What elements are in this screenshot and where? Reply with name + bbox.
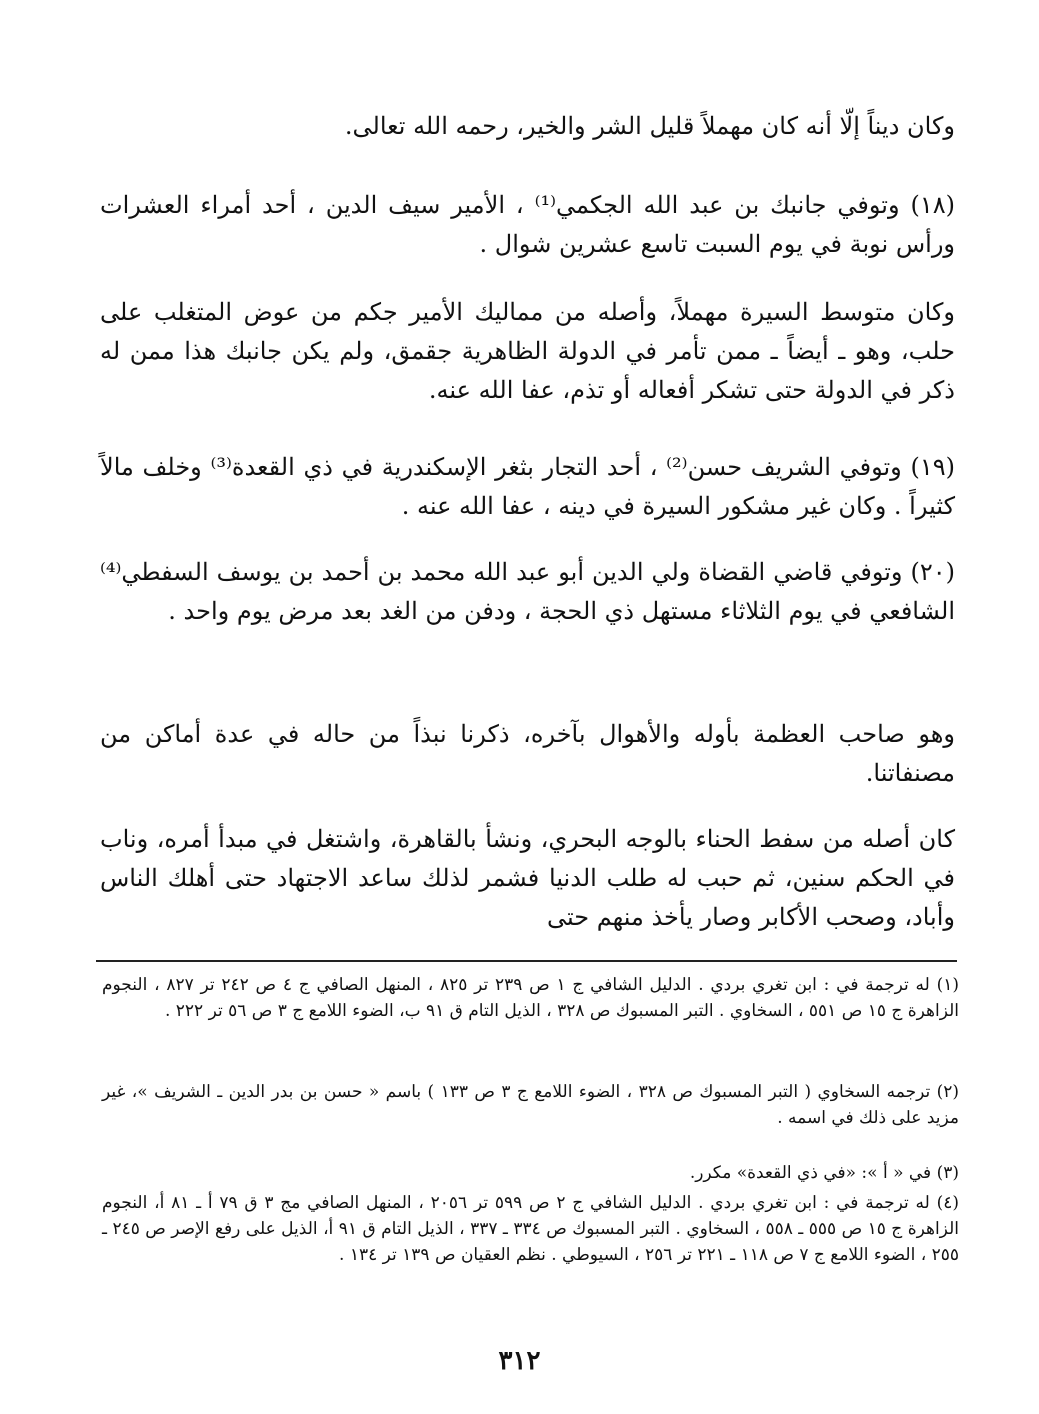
- body-paragraph-5: (٢٠) وتوفي قاضي القضاة ولي الدين أبو عبد الله محمد بن أحمد بن يوسف السفطي⁽⁴⁾ الشافعي في يوم الثلاثاء مستهل ذي الحجة ، ودفن من الغد بعد مرض يوم واحد .: [100, 558, 955, 625]
- body-paragraph-3: وكان متوسط السيرة مهملاً، وأصله من مماليك الأمير جكم من عوض المتغلب على حلب، وهو ـ أيضاً ـ ممن تأمر في الدولة الظاهرية جقمق، ولم يكن جانبك هذا ممن له ذكر في الدولة حتى تشكر أفعاله أو تذم، عفا الله عنه.: [100, 298, 955, 404]
- body-paragraph-4: (١٩) وتوفي الشريف حسن⁽²⁾ ، أحد التجار بثغر الإسكندرية في ذي القعدة⁽³⁾ وخلف مالاً كثيراً . وكان غير مشكور السيرة في دينه ، عفا الله عنه .: [100, 453, 955, 520]
- footnote-3: (٣) في « أ »: «في ذي القعدة» مكرر.: [689, 1163, 959, 1183]
- body-paragraph-2: (١٨) وتوفي جانبك بن عبد الله الجكمي⁽¹⁾ ، الأمير سيف الدين ، أحد أمراء العشرات ورأس نوبة في يوم السبت تاسع عشرين شوال .: [100, 191, 955, 258]
- footnote-divider: [96, 960, 957, 962]
- footnote-1: (١) له ترجمة في : ابن تغري بردي . الدليل الشافي ج ١ ص ٢٣٩ تر ٨٢٥ ، المنهل الصافي ج ٤ ص ٢٤٢ تر ٨٢٧ ، النجوم الزاهرة ج ١٥ ص ٥٥١ ، السخاوي . التبر المسبوك ص ٣٢٨ ، الذيل التام ق ٩١ ب، الضوء اللامع ج ٣ ص ٥٦ تر ٢٢٢ .: [102, 975, 959, 1021]
- footnote-2: (٢) ترجمه السخاوي ( التبر المسبوك ص ٣٢٨ ، الضوء اللامع ج ٣ ص ١٣٣ ) باسم « حسن بن بدر الدين ـ الشريف »، غير مزيد على ذلك في اسمه .: [102, 1082, 960, 1128]
- page-number: ٣١٢: [498, 1346, 541, 1376]
- footnote-4: (٤) له ترجمة في : ابن تغري بردي . الدليل الشافي ج ٢ ص ٥٩٩ تر ٢٠٥٦ ، المنهل الصافي مج ٣ ق ٧٩ أ ـ ٨١ أ، النجوم الزاهرة ج ١٥ ص ٥٥٥ ـ ٥٥٨ ، السخاوي . التبر المسبوك ص ٣٣٤ ـ ٣٣٧ ، الذيل التام ق ٩١ أ، الذيل على رفع الإصر ص ٢٤٥ ـ ٢٥٥ ، الضوء اللامع ج ٧ ص ١١٨ ـ ٢٢١ تر ٢٥٦ ، السيوطي . نظم العقيان ص ١٣٩ تر ١٣٤ .: [102, 1193, 960, 1265]
- body-paragraph-7: كان أصله من سفط الحناء بالوجه البحري، ونشأ بالقاهرة، واشتغل في مبدأ أمره، وناب في الحكم سنين، ثم حبب له طلب الدنيا فشمر لذلك ساعد الاجتهاد حتى أهلك الناس وأباد، وصحب الأكابر وصار يأخذ منهم حتى: [100, 825, 955, 931]
- body-paragraph-6: وهو صاحب العظمة بأوله والأهوال بآخره، ذكرنا نبذاً من حاله في عدة أماكن من مصنفاتنا.: [100, 720, 955, 787]
- body-paragraph-1: وكان ديناً إلّا أنه كان مهملاً قليل الشر والخير، رحمه الله تعالى.: [344, 112, 955, 140]
